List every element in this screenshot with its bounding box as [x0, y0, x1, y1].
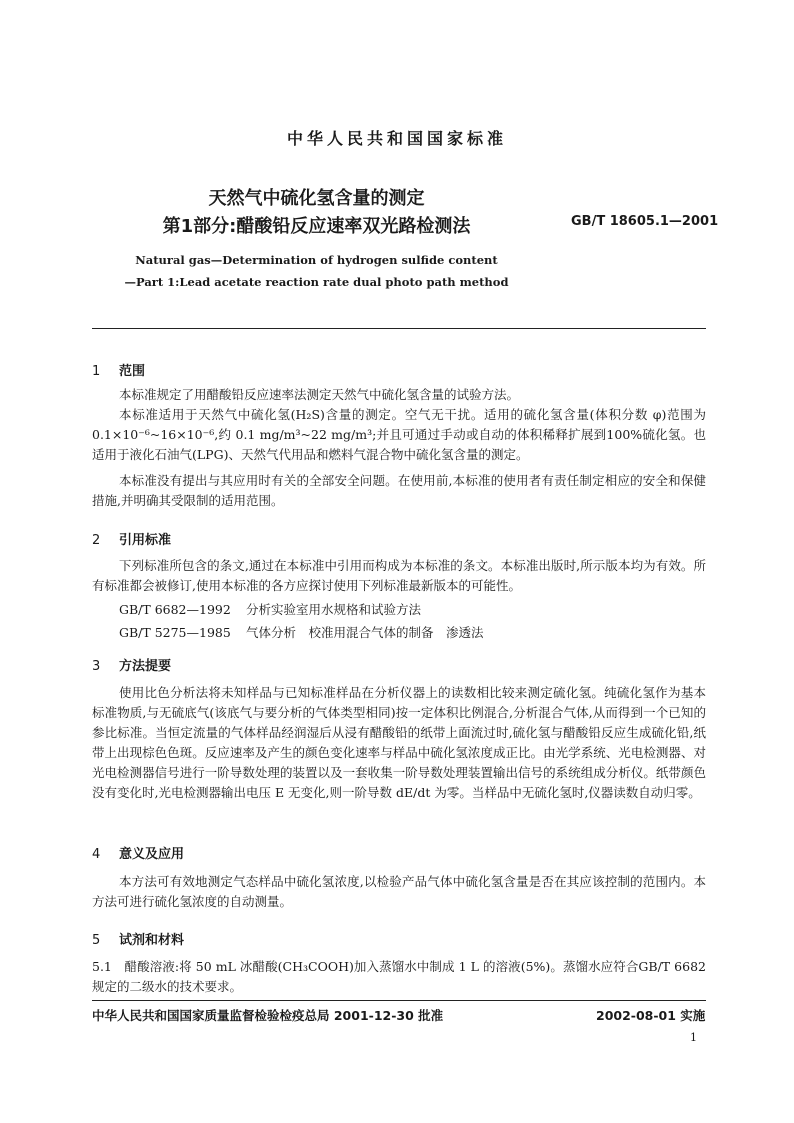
section-number: 3 — [92, 659, 101, 674]
english-title-line1: Natural gas—Determination of hydrogen sulfide content — [135, 253, 498, 267]
title-line2: 第1部分:醋酸铅反应速率双光路检测法 — [162, 216, 471, 237]
section-title: 试剂和材料 — [119, 933, 185, 948]
section-title: 引用标准 — [119, 533, 172, 548]
page-number: 1 — [690, 1031, 697, 1044]
approval-note: 中华人民共和国国家质量监督检验检疫总局 2001-12-30 批准 — [92, 1008, 444, 1023]
section-3-heading — [92, 655, 171, 674]
reference-title: 气体分析 校准用混合气体的制备 渗透法 — [246, 625, 484, 640]
paragraph: 5.1 醋酸溶液:将 50 mL 冰醋酸(CH₃COOH)加入蒸馏水中制成 1 L 的溶液(5%)。蒸馏水应符合GB/T 6682规定的二级水的技术要求。 — [92, 959, 706, 994]
paragraph: 本标准适用于天然气中硫化氢(H₂S)含量的测定。空气无干扰。适用的硫化氢含量(体积分数 φ)范围为 0.1×10⁻⁶~16×10⁻⁶,约 0.1 mg/m³~22 mg/m³;并且可通过手动或自动的体积稀释扩展到100%硫化氢。也适用于液化石油气(LPG)、天然气代用品和燃料气混合物中硫化氢含量的测定。 — [92, 407, 706, 462]
footer-divider — [92, 1000, 706, 1001]
reference-title: 分析实验室用水规格和试验方法 — [246, 602, 422, 617]
paragraph: 使用比色分析法将未知样品与已知标准样品在分析仪器上的读数相比较来测定硫化氢。纯硫化氢作为基本标准物质,与无硫底气(该底气与要分析的气体类型相同)按一定体积比例混合,分析混合气体,从而得到一个已知的参比标准。当恒定流量的气体样品经润湿后从浸有醋酸铅的纸带上面流过时,硫化氢与醋酸铅反应生成硫化铅,纸带上出现棕色色斑。反应速率及产生的颜色变化速率与样品中硫化氢浓度成正比。由光学系统、光电检测器、对光电检测器信号进行一阶导数处理的装置以及一套收集一阶导数处理装置输出信号的系统组成分析仪。纸带颜色没有变化时,光电检测器输出电压 E 无变化,则一阶导数 dE/dt 为零。当样品中无硫化氢时,仪器读数自动归零。 — [92, 685, 706, 800]
reference-code: GB/T 6682—1992 — [119, 602, 231, 617]
paragraph: 本标准规定了用醋酸铅反应速率法测定天然气中硫化氢含量的试验方法。 — [119, 387, 520, 402]
section-1-heading — [92, 360, 145, 379]
section-5-heading — [92, 929, 184, 948]
reference-code: GB/T 5275—1985 — [119, 625, 231, 640]
section-number: 2 — [92, 533, 101, 548]
english-title-line2: —Part 1:Lead acetate reaction rate dual photo path method — [124, 275, 509, 289]
section-4-heading — [92, 843, 184, 862]
section-title: 范围 — [119, 364, 146, 379]
title-line1: 天然气中硫化氢含量的测定 — [208, 188, 425, 209]
section-title: 意义及应用 — [119, 847, 185, 862]
standard-code: GB/T 18605.1—2001 — [571, 214, 719, 229]
reference-item — [119, 623, 484, 641]
implementation-date: 2002-08-01 实施 — [596, 1008, 706, 1023]
section-number: 1 — [92, 364, 101, 379]
header-divider — [92, 328, 706, 329]
section-title: 方法提要 — [119, 659, 172, 674]
section-number: 4 — [92, 847, 101, 862]
section-2-heading — [92, 529, 171, 548]
section-number: 5 — [92, 933, 101, 948]
paragraph: 本标准没有提出与其应用时有关的全部安全问题。在使用前,本标准的使用者有责任制定相应的安全和保健措施,并明确其受限制的适用范围。 — [92, 473, 706, 508]
standard-name: 中华人民共和国国家标准 — [286, 129, 507, 148]
reference-item — [119, 600, 421, 618]
paragraph: 本方法可有效地测定气态样品中硫化氢浓度,以检验产品气体中硫化氢含量是否在其应该控制的范围内。本方法可进行硫化氢浓度的自动测量。 — [92, 874, 706, 909]
paragraph: 下列标准所包含的条文,通过在本标准中引用而构成为本标准的条文。本标准出版时,所示版本均为有效。所有标准都会被修订,使用本标准的各方应探讨使用下列标准最新版本的可能性。 — [92, 558, 706, 593]
